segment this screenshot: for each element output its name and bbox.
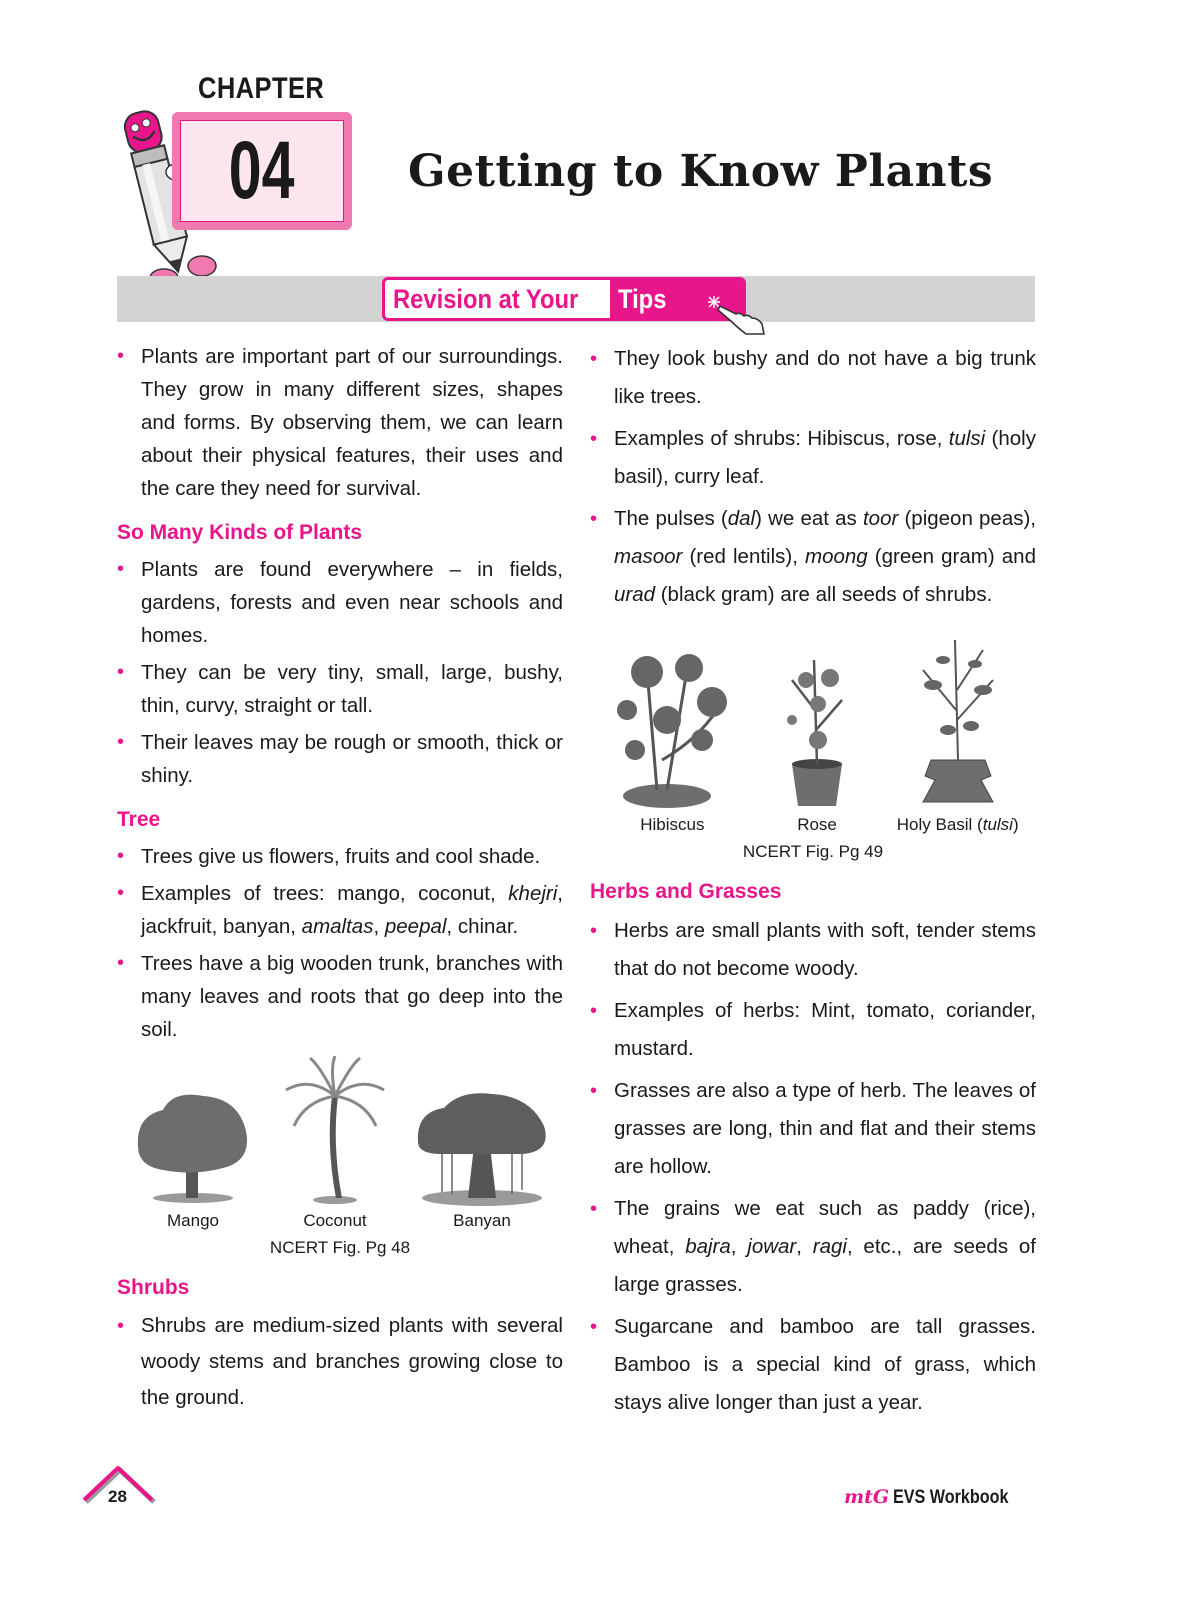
list-item: • The pulses (dal) we eat as toor (pigeon peas), masoor (red lentils), moong (green gram) and urad (black gram) are all seeds of shrubs. [590, 500, 1036, 614]
figure-caption: NCERT Fig. Pg 49 [742, 842, 884, 861]
list-item: • Plants are found everywhere – in fields, gardens, forests and even near schools and homes. [117, 553, 563, 652]
figure-cell-hibiscus [607, 640, 737, 836]
page-title: Getting to Know Plants [408, 146, 994, 197]
left-column [117, 340, 563, 1420]
figure-cell-coconut [280, 1056, 390, 1232]
figure-label: Banyan [453, 1211, 511, 1230]
banyan-tree-image [412, 1086, 552, 1206]
list-item: • Trees give us flowers, fruits and cool shade. [117, 840, 563, 873]
list-item: • Sugarcane and bamboo are tall grasses. Bamboo is a special kind of grass, which stays alive longer than just a year. [590, 1308, 1036, 1422]
figure-label: Coconut [303, 1211, 367, 1230]
list-item: • They can be very tiny, small, large, bushy, thin, curvy, straight or tall. [117, 656, 563, 722]
section-heading: So Many Kinds of Plants [117, 521, 363, 544]
list-item: • Examples of shrubs: Hibiscus, rose, tulsi (holy basil), curry leaf. [590, 420, 1036, 496]
list-item: • Plants are important part of our surroundings. They grow in many different sizes, shapes and forms. By observing them, we can learn about their physical features, their uses and the care they need for survival. [117, 340, 563, 505]
brand-logo: mtG [844, 1486, 890, 1508]
mango-tree-image [128, 1076, 258, 1206]
revision-banner-left [385, 280, 610, 318]
figure-caption: NCERT Fig. Pg 48 [269, 1238, 411, 1257]
section-heading: Herbs and Grasses [590, 880, 782, 903]
hibiscus-plant-image [607, 640, 737, 810]
list-item: • Shrubs are medium-sized plants with several woody stems and branches growing close to the ground. [117, 1308, 563, 1416]
chapter-label: CHAPTER [198, 72, 325, 105]
figure-label: Hibiscus [640, 815, 705, 834]
coconut-tree-image [280, 1056, 390, 1206]
rose-plant-image [772, 640, 862, 810]
figure-cell-rose [772, 640, 862, 836]
list-item: • They look bushy and do not have a big trunk like trees. [590, 340, 1036, 416]
list-item: • Trees have a big wooden trunk, branches with many leaves and roots that go deep into the soil. [117, 947, 563, 1046]
revision-banner [382, 277, 746, 321]
brand-footer [844, 1486, 1029, 1509]
revision-banner-left-text: Revision at Your [393, 283, 579, 314]
list-item: • Examples of trees: mango, coconut, khejri, jackfruit, banyan, amaltas, peepal, chinar. [117, 877, 563, 943]
figure-label: Mango [167, 1211, 219, 1230]
chapter-number-box-inner [180, 120, 344, 222]
figure-cell-banyan [412, 1086, 552, 1232]
tree-figure [117, 1056, 563, 1232]
figure-cell-holy-basil [897, 630, 1019, 836]
list-item: • Examples of herbs: Mint, tomato, coriander, mustard. [590, 992, 1036, 1068]
page-number: 28 [108, 1487, 127, 1506]
brand-text: EVS Workbook [893, 1487, 1009, 1508]
right-column [590, 340, 1036, 1426]
chapter-number: 04 [229, 125, 295, 216]
figure-cell-mango [128, 1076, 258, 1232]
section-heading: Shrubs [117, 1276, 190, 1299]
list-item: • Herbs are small plants with soft, tender stems that do not become woody. [590, 912, 1036, 988]
shrub-figure [590, 630, 1036, 836]
figure-label: Holy Basil (tulsi) [896, 815, 1019, 834]
revision-banner-right-text: Tips [617, 283, 666, 314]
section-heading: Tree [117, 808, 161, 831]
chapter-number-box [172, 112, 352, 230]
holy-basil-plant-image [903, 630, 1013, 810]
list-item: • Grasses are also a type of herb. The leaves of grasses are long, thin and flat and their stems are hollow. [590, 1072, 1036, 1186]
list-item: • Their leaves may be rough or smooth, thick or shiny. [117, 726, 563, 792]
pointing-hand-icon [706, 292, 770, 336]
figure-label: Rose [797, 815, 837, 834]
list-item: • The grains we eat such as paddy (rice), wheat, bajra, jowar, ragi, etc., are seeds of large grasses. [590, 1190, 1036, 1304]
